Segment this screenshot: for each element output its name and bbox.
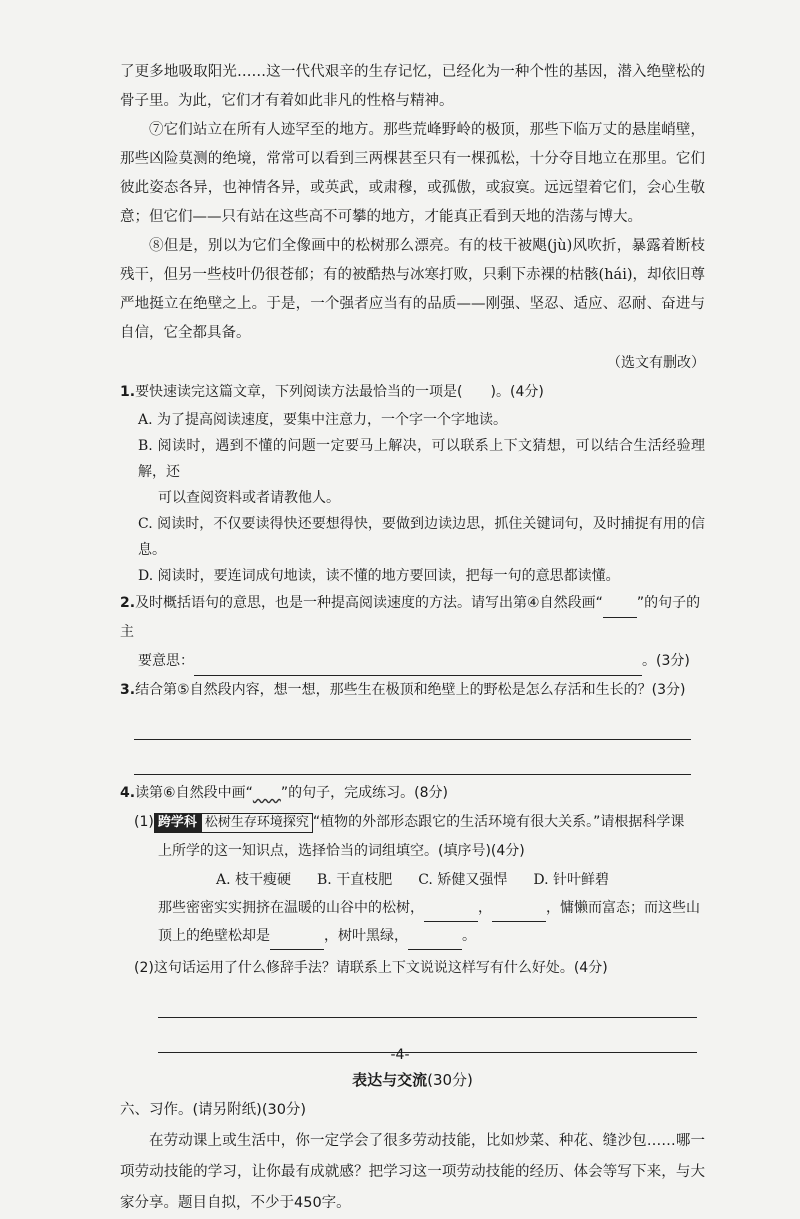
question-2-text-a: 及时概括语句的意思，也是一种提高阅读速度的方法。请写出第④自然段画“ — [135, 595, 603, 611]
question-4-number: 4. — [120, 785, 136, 801]
question-2-underline-mark — [603, 617, 637, 618]
choice-d: D. 针叶鲜碧 — [533, 872, 609, 888]
passage-paragraph-7: ⑦它们站立在所有人迹罕至的地方。那些荒峰野岭的极顶，那些下临万丈的悬崖峭壁，那些凶险莫测的绝境，常常可以看到三两棵甚至只有一棵孤松，十分夺目地立在那里。它们彼此姿态各异，也神情各异，或英武，或肃穆，或孤傲，或寂寞。远远望着它们，会心生敬意；但它们——只有站在这些高不可攀的地方，才能真正看到天地的浩荡与博大。 — [120, 122, 705, 225]
question-1-number: 1. — [120, 384, 136, 400]
fill-sentence-e: ，树叶黑绿， — [324, 928, 408, 944]
topic-tag: 松树生存环境探究 — [201, 813, 313, 833]
question-4-sub2-label: (2) — [134, 960, 154, 976]
question-4-text-b: ”的句子，完成练习。(8分) — [280, 785, 448, 801]
question-2-text-b: ”的句子的主 — [120, 595, 701, 640]
section-title-text: 表达与交流 — [352, 1071, 428, 1089]
question-3-answer-line-1[interactable] — [134, 705, 691, 740]
fill-blank-2[interactable] — [492, 903, 546, 922]
choice-a: A. 枝干瘦硬 — [216, 872, 292, 888]
question-1-text: 要快速读完这篇文章，下列阅读方法最恰当的一项是( )。(4分) — [135, 384, 544, 400]
passage-source-note: （选文有删改） — [607, 355, 705, 371]
question-2-answer-blank[interactable] — [194, 655, 642, 676]
question-1-option-a: A. 为了提高阅读速度，要集中注意力，一个字一个字地读。 — [138, 412, 508, 428]
question-4-text-a: 读第⑥自然段中画“ — [135, 785, 253, 801]
page-content — [120, 58, 705, 1219]
fill-blank-1[interactable] — [424, 903, 478, 922]
question-2-answer-suffix: 。(3分) — [642, 653, 690, 669]
question-4-wavy-mark — [253, 785, 281, 801]
question-4-sub2-text: 这句话运用了什么修辞手法？请联系上下文说说这样写有什么好处。(4分) — [153, 960, 608, 976]
fill-sentence-d: 顶上的绝壁松却是 — [158, 928, 270, 944]
composition-prompt: 在劳动课上或生活中，你一定学会了很多劳动技能，比如炒菜、种花、缝沙包……哪一项劳动技能的学习，让你最有成就感？把学习这一项劳动技能的经历、体会等写下来，与大家分享。题目自拟，不少于450字。 — [120, 1133, 705, 1211]
question-4-sub1-label: (1) — [134, 814, 154, 830]
question-1-option-c: C. 阅读时，不仅要读得快还要想得快，要做到边读边思，抓住关键词句，及时捕捉有用的信息。 — [138, 516, 705, 558]
question-4-word-choices — [120, 866, 705, 894]
question-2-number: 2. — [120, 595, 136, 611]
question-2 — [120, 589, 705, 676]
section-title — [120, 1065, 705, 1095]
fill-sentence-c: ，慵懒而富态；而这些山 — [546, 900, 700, 916]
choice-c: C. 矫健又强悍 — [418, 872, 508, 888]
passage-paragraph-continued: 了更多地吸取阳光……这一代代艰辛的生存记忆，已经化为一种个性的基因，潜入绝壁松的骨子里。为此，它们才有着如此非凡的性格与精神。 — [120, 64, 705, 109]
fill-blank-3[interactable] — [270, 931, 324, 950]
fill-sentence-a: 那些密密实实拥挤在温暖的山谷中的松树， — [158, 900, 424, 916]
question-2-answer-prefix: 要意思： — [138, 653, 194, 669]
question-1-option-d: D. 阅读时，要连词成句地读，读不懂的地方要回读，把每一句的意思都读懂。 — [138, 568, 620, 584]
fill-sentence-b: ， — [478, 900, 492, 916]
question-3 — [120, 676, 705, 775]
cross-subject-tag: 跨学科 — [154, 813, 201, 833]
question-1 — [120, 378, 705, 589]
question-4-sub2-answer-line-1[interactable] — [158, 983, 697, 1018]
composition-task — [120, 1095, 705, 1219]
question-4-sub1-continued: 上所学的这一知识点，选择恰当的词组填空。(填序号)(4分) — [158, 843, 525, 859]
question-4 — [120, 779, 705, 1053]
choice-b: B. 干直枝肥 — [317, 872, 393, 888]
question-1-option-b: B. 阅读时，遇到不懂的问题一定要马上解决，可以联系上下文猜想，可以结合生活经验理解，还 — [138, 438, 705, 480]
composition-heading: 六、习作。(请另附纸)(30分) — [120, 1102, 307, 1118]
question-3-number: 3. — [120, 682, 136, 698]
passage-paragraph-8: ⑧但是，别以为它们全像画中的松树那么漂亮。有的枝干被飓(jù)风吹折，暴露着断枝残干，但另一些枝叶仍很苍郁；有的被酷热与冰寒打败，只剩下赤裸的枯骸(hái)，却依旧尊严地挺立在绝壁之上。于是，一个强者应当有的品质——刚强、坚忍、适应、忍耐、奋进与自信，它全都具备。 — [120, 238, 705, 341]
fill-sentence-f: 。 — [462, 928, 476, 944]
question-3-text: 结合第⑤自然段内容，想一想，那些生在极顶和绝壁上的野松是怎么存活和生长的？(3分) — [135, 682, 686, 698]
page-number: -4- — [390, 1047, 410, 1063]
section-points: (30分) — [427, 1071, 473, 1089]
question-4-sub1-text: “植物的外部形态跟它的生活环境有很大关系。”请根据科学课 — [312, 814, 685, 830]
fill-blank-4[interactable] — [408, 931, 462, 950]
question-3-answer-line-2[interactable] — [134, 740, 691, 775]
question-1-option-b-continued: 可以查阅资料或者请教他人。 — [158, 490, 340, 506]
